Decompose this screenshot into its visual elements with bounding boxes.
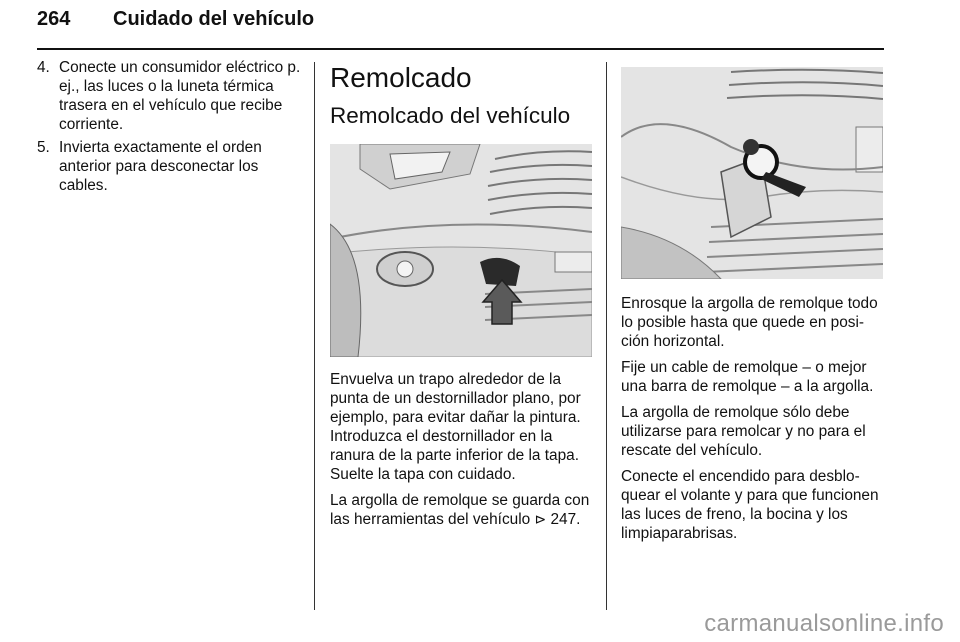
column-middle <box>330 58 592 536</box>
step-number: 5. <box>37 139 50 156</box>
paragraph: Conecte el encendido para desblo-quear el volante y para que funcionen las luces de freno, la bocina y los limpiaparabrisas. <box>621 468 879 542</box>
column-divider-right <box>606 62 607 610</box>
step-text: Invierta exactamente el orden anterior para desconectar los cables. <box>59 139 262 194</box>
paragraph-with-reference <box>330 491 592 529</box>
page-number: 264 <box>37 8 71 30</box>
tow-eye-illustration <box>621 67 883 279</box>
paragraph-text: La argolla de remolque se guarda con las herramientas del vehículo <box>330 492 590 528</box>
subsection-title: Remolcado del vehículo <box>330 103 571 128</box>
figure-tow-eye <box>621 67 883 279</box>
figure-cover-removal <box>330 144 592 357</box>
step-text: Conecte un consumidor eléctrico p. ej., las luces o la luneta térmica trasera en el vehículo que recibe corriente. <box>59 59 301 133</box>
page-title: Cuidado del vehículo <box>113 8 315 30</box>
page-reference[interactable]: 247. <box>550 511 581 528</box>
paragraph: Fije un cable de remolque – o mejor una barra de remolque – a la argolla. <box>621 359 874 395</box>
section-title: Remolcado <box>330 62 472 93</box>
steps-list <box>37 58 302 195</box>
column-divider-left <box>314 62 315 610</box>
arrow-right-icon: ⊳ <box>534 511 547 527</box>
list-item <box>37 138 302 195</box>
paragraph: Envuelva un trapo alrededor de la punta de un destornillador plano, por ejemplo, para evitar dañar la pintura. Introduzca el destornillador en la ranura de la parte inferior de la tapa. Suelte la tapa con cuidado. <box>330 371 581 483</box>
column-right <box>621 58 885 550</box>
header-rule <box>37 48 884 50</box>
list-item <box>37 58 302 134</box>
car-front-bumper-illustration <box>330 144 592 357</box>
step-number: 4. <box>37 59 50 76</box>
watermark: carmanualsonline.info <box>704 610 944 637</box>
column-left <box>37 58 302 199</box>
paragraph: La argolla de remolque sólo debe utilizarse para remolcar y no para el rescate del vehículo. <box>621 404 866 459</box>
paragraph: Enrosque la argolla de remolque todo lo posible hasta que quede en posi-ción horizontal. <box>621 295 878 350</box>
